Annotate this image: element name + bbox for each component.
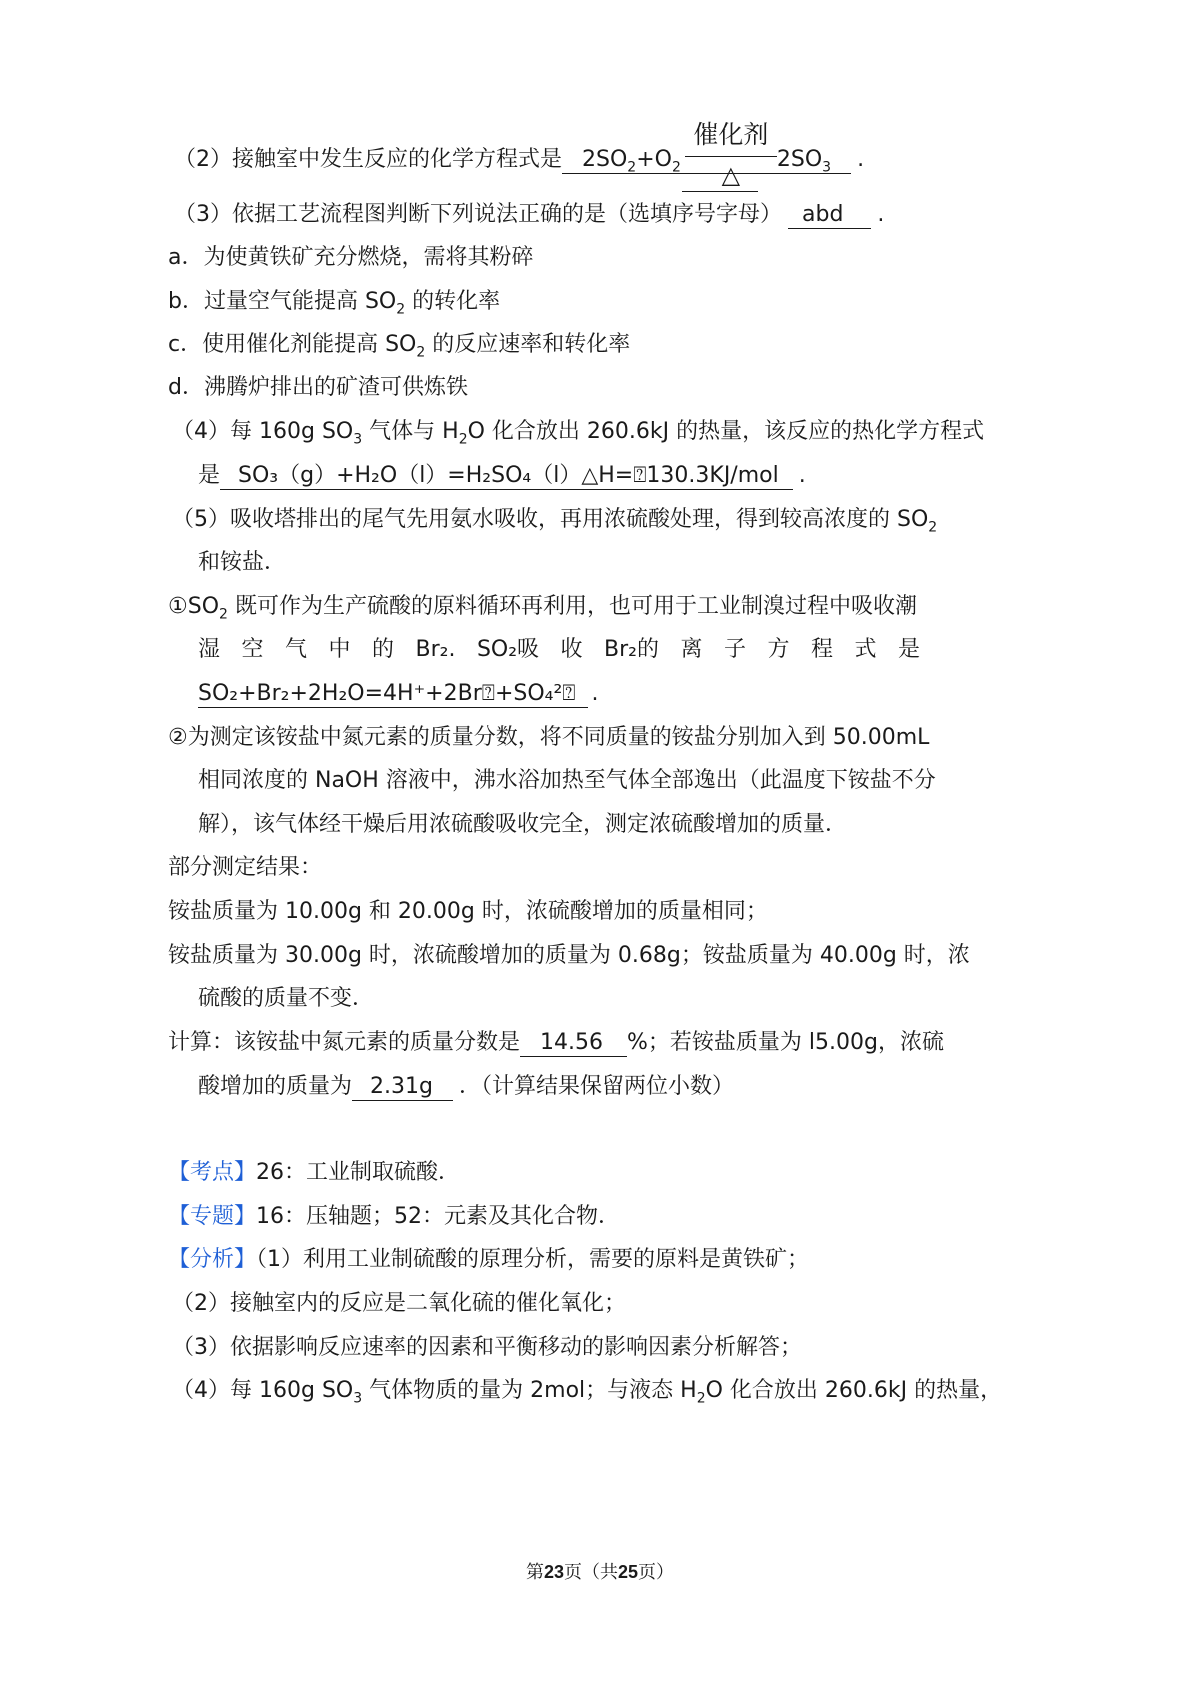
- result-1: 铵盐质量为 10.00g 和 20.00g 时，浓硫酸增加的质量相同；: [168, 899, 768, 924]
- q2-line: （2）接触室中发生反应的化学方程式是 $2SO_2+O_2$ 催化剂 △ $2SO_3$ .: [174, 120, 865, 189]
- calc-answer-1: 14.56: [520, 1030, 627, 1057]
- kaodian-line: 【考点】26：工业制取硫酸．: [168, 1160, 461, 1185]
- q3-option-c: c．使用催化剂能提高 $SO_2$ 的反应速率和转化率: [168, 332, 631, 361]
- calc-line1: 计算：该铵盐中氮元素的质量分数是 14.56 %；若铵盐质量为 l5.00g，浓硫: [168, 1030, 944, 1055]
- page-footer: 第23页（共25页）: [525, 1562, 675, 1583]
- q3-label: （3）依据工艺流程图判断下列说法正确的是（选填序号字母）: [174, 202, 782, 227]
- q5-sub1-line2: 湿 空 气 中 的 Br₂. SO₂吸 收 Br₂的 离 子 方 程 式 是: [198, 637, 920, 662]
- calc-line2: 酸增加的质量为 2.31g ．（计算结果保留两位小数）: [198, 1074, 734, 1099]
- q3-answer: abd: [788, 202, 871, 229]
- q3-option-b: b．过量空气能提高 $SO_2$ 的转化率: [168, 289, 501, 318]
- catalyst-label: 催化剂: [693, 120, 769, 149]
- q5-sub2-line2: 相同浓度的 NaOH 溶液中，沸水浴加热至气体全部逸出（此温度下铵盐不分: [198, 768, 936, 793]
- q4-line1: （4）每 160g $SO_3$ 气体与 $H_2O$ 化合放出 260.6kJ 的热量，该反应的热化学方程式: [172, 419, 985, 448]
- results-title: 部分测定结果：: [168, 855, 323, 880]
- q5-sub1-answer: SO₂+Br₂+2H₂O=4H⁺+2Br⍰+SO₄²⍰: [198, 681, 588, 708]
- q5-line1: （5）吸收塔排出的尾气先用氨水吸收，再用浓硫酸处理，得到较高浓度的 $SO_2$: [172, 507, 938, 536]
- zhuanti-tag: 【专题】: [168, 1204, 257, 1229]
- q2-answer: $2SO_2+O_2$ 催化剂 △ $2SO_3$: [562, 147, 851, 174]
- heat-symbol: △: [721, 161, 741, 189]
- zhuanti-line: 【专题】16：压轴题；52：元素及其化合物．: [168, 1204, 621, 1229]
- fenxi-line2: （2）接触室内的反应是二氧化硫的催化氧化；: [172, 1291, 626, 1316]
- q3-option-d: d．沸腾炉排出的矿渣可供炼铁: [168, 375, 468, 400]
- fenxi-line4: （4）每 160g $SO_3$ 气体物质的量为 2mol；与液态 $H_2O$ 化合放出 260.6kJ 的热量，: [172, 1378, 1003, 1407]
- q5-sub1-answer-line: SO₂+Br₂+2H₂O=4H⁺+2Br⍰+SO₄²⍰ .: [198, 681, 599, 706]
- q5-sub2-line3: 解），该气体经干燥后用浓硫酸吸收完全，测定浓硫酸增加的质量．: [198, 812, 848, 837]
- q5-sub2-line1: ②为测定该铵盐中氮元素的质量分数，将不同质量的铵盐分别加入到 50.00mL: [168, 725, 930, 750]
- q3-line: （3）依据工艺流程图判断下列说法正确的是（选填序号字母） abd .: [174, 202, 885, 227]
- q4-line2: 是 SO₃（g）+H₂O（l）=H₂SO₄（l）△H=⍰130.3KJ/mol .: [198, 463, 806, 488]
- kaodian-tag: 【考点】: [168, 1160, 257, 1185]
- fenxi-line1: 【分析】（1）利用工业制硫酸的原理分析，需要的原料是黄铁矿；: [168, 1247, 810, 1272]
- total-pages: 25: [618, 1562, 639, 1582]
- current-page: 23: [543, 1562, 564, 1582]
- q2-label: （2）接触室中发生反应的化学方程式是: [174, 147, 562, 172]
- fenxi-tag: 【分析】: [168, 1247, 257, 1272]
- reaction-arrow-line: [685, 156, 777, 157]
- calc-answer-2: 2.31g: [352, 1074, 453, 1101]
- q4-answer: SO₃（g）+H₂O（l）=H₂SO₄（l）△H=⍰130.3KJ/mol: [220, 463, 793, 490]
- q3-option-a: a．为使黄铁矿充分燃烧，需将其粉碎: [168, 245, 534, 270]
- result-2: 铵盐质量为 30.00g 时，浓硫酸增加的质量为 0.68g；铵盐质量为 40.00g 时，浓: [168, 943, 970, 968]
- fenxi-line3: （3）依据影响反应速率的因素和平衡移动的影响因素分析解答；: [172, 1335, 802, 1360]
- q5-sub1-line1: $①SO_2$ 既可作为生产硫酸的原料循环再利用，也可用于工业制溴过程中吸收潮: [168, 594, 917, 623]
- q5-line2: 和铵盐．: [198, 550, 287, 575]
- result-2b: 硫酸的质量不变．: [198, 986, 375, 1011]
- catalyst-underline: [682, 191, 758, 192]
